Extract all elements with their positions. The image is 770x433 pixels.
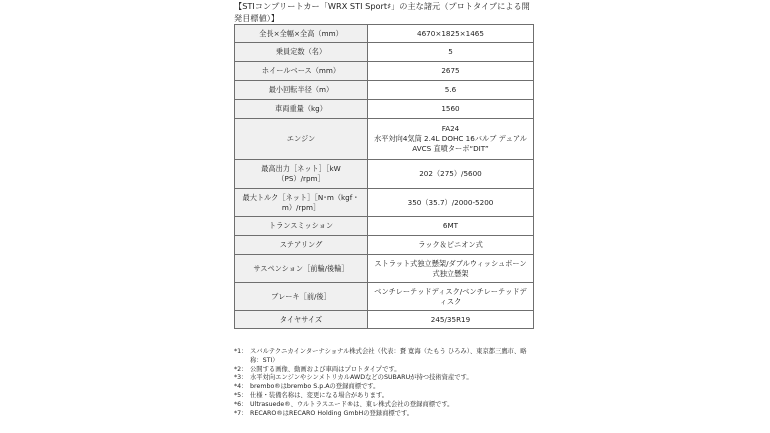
spec-label: 最小回転半径（m） bbox=[235, 81, 368, 100]
spec-label: 乗員定数（名） bbox=[235, 43, 368, 62]
table-row bbox=[235, 236, 534, 255]
spec-label: 全長×全幅×全高（mm） bbox=[235, 25, 368, 43]
spec-table bbox=[234, 24, 534, 329]
footnote-text: 水平対向エンジンやシンメトリカルAWDなどのSUBARUが持つ技術資産です。 bbox=[250, 374, 473, 382]
table-row bbox=[235, 43, 534, 62]
spec-value: ベンチレーテッドディスク/ベンチレーテッドディスク bbox=[368, 283, 534, 311]
spec-label: 車両重量（kg） bbox=[235, 100, 368, 119]
spec-value: 4670×1825×1465 bbox=[368, 25, 534, 43]
table-row bbox=[235, 81, 534, 100]
list-item bbox=[234, 410, 534, 419]
spec-value: 245/35R19 bbox=[368, 311, 534, 329]
footnote-text: スバルテクニカインターナショナル株式会社（代表：賚 寛海（たもう ひろみ）、東京都三鷹市、略称：STI） bbox=[250, 348, 527, 364]
footnote-mark: *2： bbox=[234, 365, 248, 373]
footnotes bbox=[234, 348, 534, 418]
list-item bbox=[234, 392, 534, 401]
list-item bbox=[234, 383, 534, 392]
spec-value: 6MT bbox=[368, 217, 534, 236]
spec-value: ラック＆ピニオン式 bbox=[368, 236, 534, 255]
footnote-text: Ultrasuede®、ウルトラスエード®は、東レ株式会社の登録商標です。 bbox=[250, 400, 454, 408]
table-row bbox=[235, 283, 534, 311]
spec-value: 350（35.7）/2000-5200 bbox=[368, 189, 534, 217]
spec-title: 【STIコンプリートカー「WRX STI Sport♯」の主な諸元（プロトタイプによる開発目標値）】 bbox=[234, 1, 530, 23]
table-row bbox=[235, 311, 534, 329]
table-row bbox=[235, 160, 534, 189]
spec-label: ブレーキ［前/後］ bbox=[235, 283, 368, 311]
spec-label: タイヤサイズ bbox=[235, 311, 368, 329]
table-row bbox=[235, 255, 534, 283]
footnote-mark: *1： bbox=[234, 348, 248, 355]
footnote-text: 公開する画像、動画および車両はプロトタイプです。 bbox=[250, 365, 401, 373]
spec-value: 2675 bbox=[368, 62, 534, 81]
table-row bbox=[235, 62, 534, 81]
footnote-text: brembo®はbrembo S.p.Aの登録商標です。 bbox=[250, 383, 380, 391]
list-item bbox=[234, 401, 534, 410]
spec-label: 最大トルク［ネット］［N･m（kgf・m）/rpm］ bbox=[235, 189, 368, 217]
footnote-text: 仕様・装備名称は、変更になる場合があります。 bbox=[250, 391, 389, 399]
spec-label: サスペンション［前輪/後輪］ bbox=[235, 255, 368, 283]
table-row bbox=[235, 100, 534, 119]
list-item bbox=[234, 348, 534, 366]
footnote-text: RECARO®はRECARO Holding GmbHの登録商標です。 bbox=[250, 409, 414, 417]
footnote-mark: *6： bbox=[234, 400, 248, 408]
spec-label: トランスミッション bbox=[235, 217, 368, 236]
spec-label: ホイールベース（mm） bbox=[235, 62, 368, 81]
spec-value: ストラット式独立懸架/ダブルウィッシュボーン式独立懸架 bbox=[368, 255, 534, 283]
table-row bbox=[235, 189, 534, 217]
spec-label: エンジン bbox=[235, 119, 368, 160]
spec-label: ステアリング bbox=[235, 236, 368, 255]
table-row bbox=[235, 217, 534, 236]
table-row bbox=[235, 119, 534, 160]
footnote-mark: *5： bbox=[234, 391, 248, 399]
table-row bbox=[235, 25, 534, 43]
spec-value: 5 bbox=[368, 43, 534, 62]
spec-value: FA24 水平対向4気筒 2.4L DOHC 16バルブ デュアルAVCS 直噴ターボ“DIT” bbox=[368, 119, 534, 160]
spec-value: 1560 bbox=[368, 100, 534, 119]
footnote-mark: *4： bbox=[234, 383, 248, 391]
footnote-mark: *3： bbox=[234, 374, 248, 382]
list-item bbox=[234, 374, 534, 383]
spec-label: 最高出力［ネット］［kW（PS）/rpm］ bbox=[235, 160, 368, 189]
spec-value: 202（275）/5600 bbox=[368, 160, 534, 189]
footnote-mark: *7： bbox=[234, 409, 248, 417]
spec-value: 5.6 bbox=[368, 81, 534, 100]
